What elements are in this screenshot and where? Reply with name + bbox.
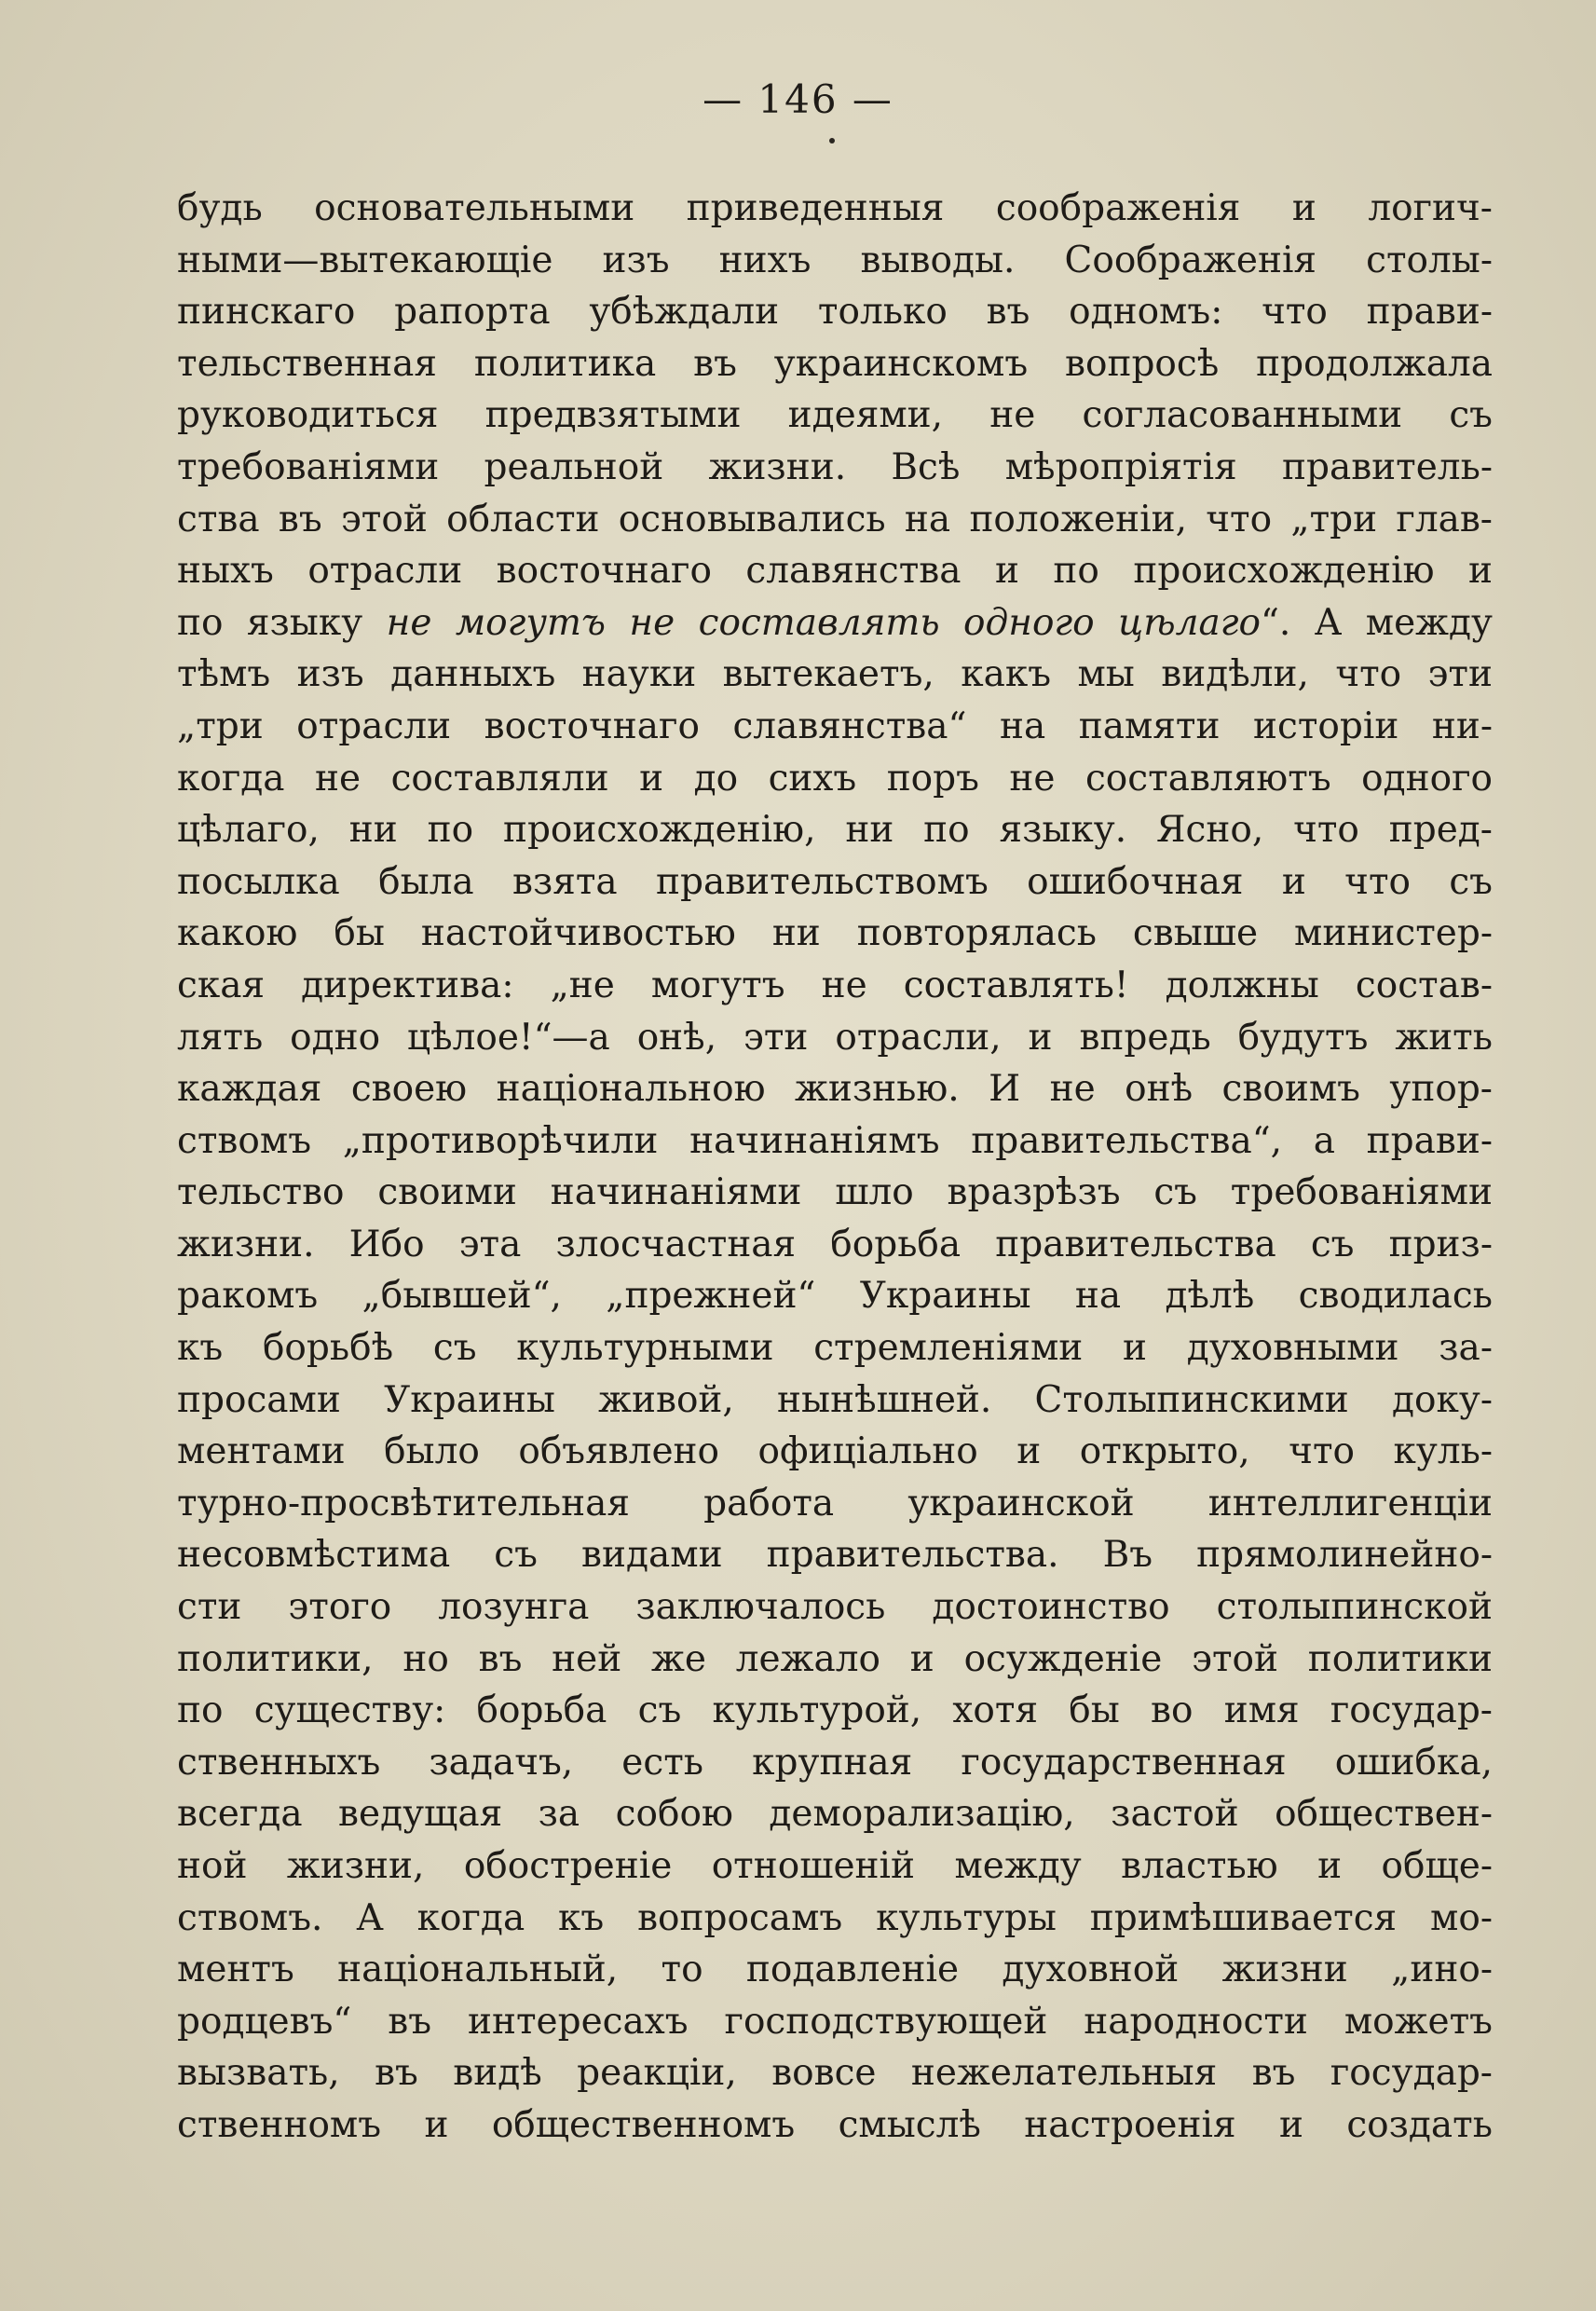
text-run: тельственная политика въ украинскомъ вопросѣ продолжала xyxy=(177,342,1493,385)
text-run: къ борьбѣ съ культурными стремленіями и духовными за- xyxy=(177,1327,1493,1370)
text-run: ственномъ и общественномъ смыслѣ настроенія и создать xyxy=(177,2103,1493,2146)
text-run: тѣмъ изъ данныхъ науки вытекаетъ, какъ мы видѣли, что эти xyxy=(177,653,1493,696)
text-line xyxy=(177,1012,1493,1064)
text-run: посылка была взята правительствомъ ошибочная и что съ xyxy=(177,860,1493,903)
text-line xyxy=(177,753,1493,805)
text-line xyxy=(177,545,1493,597)
text-run: турно-просвѣтительная работа украинской интеллигенціи xyxy=(177,1482,1493,1525)
text-line xyxy=(177,2047,1493,2099)
text-line xyxy=(177,494,1493,546)
text-run: несовмѣстима съ видами правительства. Въ прямолинейно- xyxy=(177,1534,1493,1577)
text-line xyxy=(177,1167,1493,1219)
text-line xyxy=(177,1063,1493,1115)
text-run: по существу: борьба съ культурой, хотя бы во имя государ- xyxy=(177,1689,1493,1732)
text-run: когда не составляли и до сихъ поръ не составляютъ одного xyxy=(177,757,1493,800)
text-run: требованіями реальной жизни. Всѣ мѣропріятія правитель- xyxy=(177,445,1493,488)
text-line xyxy=(177,1581,1493,1634)
text-run: сти этого лозунга заключалось достоинство столыпинской xyxy=(177,1586,1493,1629)
text-line xyxy=(177,804,1493,856)
text-line xyxy=(177,1634,1493,1686)
text-run: ракомъ „бывшей“, „прежней“ Украины на дѣлѣ сводилась xyxy=(177,1275,1493,1318)
text-line xyxy=(177,1737,1493,1789)
text-line xyxy=(177,1219,1493,1271)
text-run: будь основательными приведенныя соображенія и логич- xyxy=(177,187,1493,229)
text-run: “. А между xyxy=(1260,601,1493,644)
text-run: ственныхъ задачъ, есть крупная государственная ошибка, xyxy=(177,1741,1493,1784)
text-run: вызвать, въ видѣ реакціи, вовсе нежелательныя въ государ- xyxy=(177,2052,1493,2095)
text-line xyxy=(177,442,1493,494)
text-line xyxy=(177,235,1493,287)
text-line xyxy=(177,908,1493,960)
text-line xyxy=(177,1944,1493,1996)
text-line xyxy=(177,960,1493,1012)
ink-speck xyxy=(829,138,835,144)
text-run: ствомъ „противорѣчили начинаніямъ правительства“, а прави- xyxy=(177,1119,1493,1162)
text-run: ныхъ отрасли восточнаго славянства и по происхожденію и xyxy=(177,550,1493,593)
text-run: ной жизни, обостреніе отношеній между властью и обще- xyxy=(177,1845,1493,1887)
text-line xyxy=(177,1115,1493,1168)
text-line xyxy=(177,649,1493,701)
text-run: цѣлаго, ни по происхожденію, ни по языку. Ясно, что пред- xyxy=(177,809,1493,852)
text-line xyxy=(177,1478,1493,1530)
text-run: ментъ національный, то подавленіе духовной жизни „ино- xyxy=(177,1949,1493,1991)
text-run: просами Украины живой, нынѣшней. Столыпинскими доку- xyxy=(177,1378,1493,1421)
text-line xyxy=(177,1788,1493,1840)
text-line xyxy=(177,856,1493,909)
text-run: по языку xyxy=(177,601,387,644)
text-run: ными—вытекающіе изъ нихъ выводы. Соображенія столы- xyxy=(177,239,1493,281)
text-line xyxy=(177,1529,1493,1581)
text-run: каждая своею національною жизнью. И не онѣ своимъ упор- xyxy=(177,1068,1493,1111)
page-number: — 146 — xyxy=(703,76,893,122)
text-line xyxy=(177,1374,1493,1427)
text-line xyxy=(177,1426,1493,1478)
text-run: ства въ этой области основывались на положеніи, что „три глав- xyxy=(177,498,1493,540)
text-run: всегда ведущая за собою деморализацію, застой обществен- xyxy=(177,1793,1493,1836)
text-run: жизни. Ибо эта злосчастная борьба правительства съ приз- xyxy=(177,1223,1493,1265)
text-line xyxy=(177,183,1493,235)
text-run: пинскаго рапорта убѣждали только въ одномъ: что прави- xyxy=(177,291,1493,334)
text-line xyxy=(177,1270,1493,1322)
text-line xyxy=(177,1840,1493,1893)
text-run: родцевъ“ въ интересахъ господствующей народности можетъ xyxy=(177,2000,1493,2043)
text-run: ская директива: „не могутъ не составлять! должны состав- xyxy=(177,964,1493,1006)
text-run: какою бы настойчивостью ни повторялась свыше министер- xyxy=(177,912,1493,955)
text-line xyxy=(177,1893,1493,1945)
text-run: лять одно цѣлое!“—а онѣ, эти отрасли, и впредь будутъ жить xyxy=(177,1016,1493,1059)
text-line xyxy=(177,1322,1493,1374)
text-line xyxy=(177,701,1493,753)
text-line xyxy=(177,390,1493,442)
text-run: „три отрасли восточнаго славянства“ на памяти исторіи ни- xyxy=(177,704,1493,747)
text-line xyxy=(177,338,1493,390)
body-text xyxy=(177,183,1493,2152)
text-run: тельство своими начинаніями шло вразрѣзъ съ требованіями xyxy=(177,1171,1493,1214)
text-line xyxy=(177,286,1493,338)
text-line xyxy=(177,1996,1493,2048)
text-run: руководиться предвзятыми идеями, не согласованными съ xyxy=(177,394,1493,437)
text-line xyxy=(177,597,1493,650)
text-line xyxy=(177,1685,1493,1737)
text-run: ментами было объявлено офиціально и открыто, что куль- xyxy=(177,1430,1493,1473)
text-run: политики, но въ ней же лежало и осужденіе этой политики xyxy=(177,1637,1493,1680)
text-line xyxy=(177,2099,1493,2152)
text-run: ствомъ. А когда къ вопросамъ культуры примѣшивается мо- xyxy=(177,1896,1493,1939)
text-run: не могутъ не составлять одного цѣлаго xyxy=(386,601,1261,644)
